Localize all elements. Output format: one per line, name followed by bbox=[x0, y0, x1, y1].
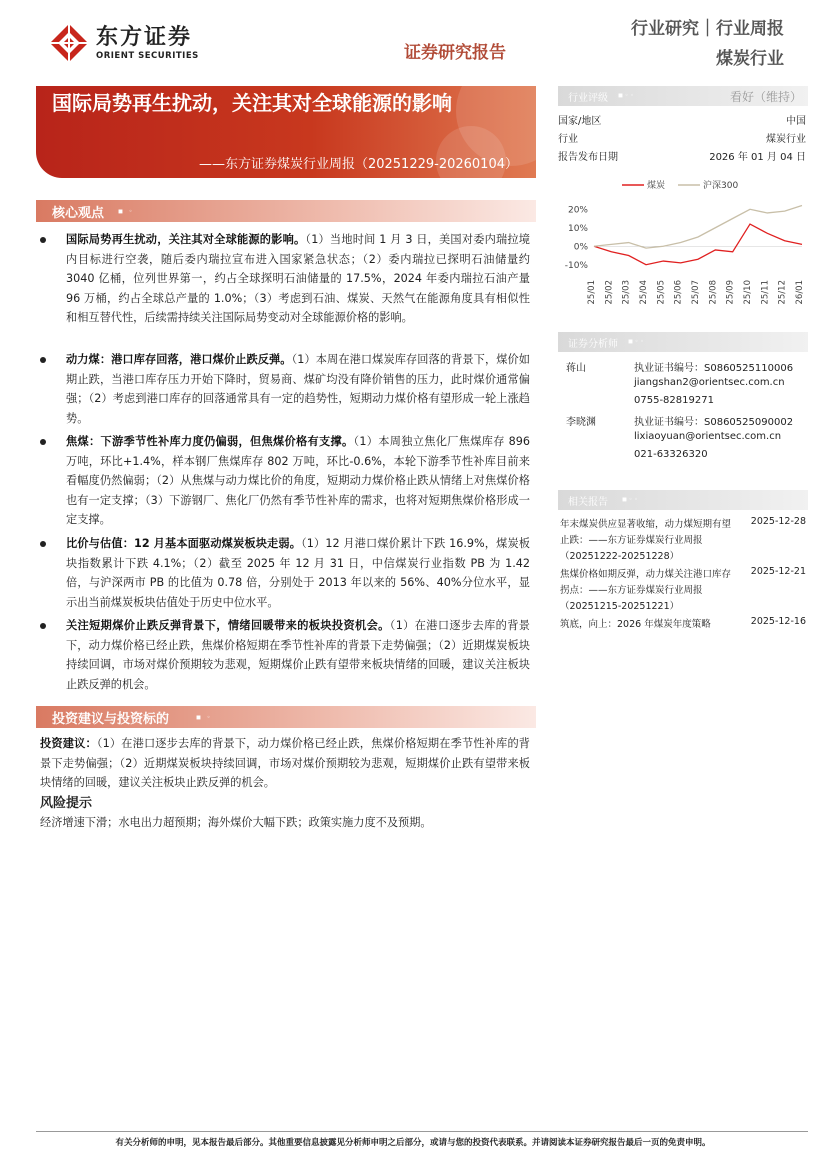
logo-cn: 东方证券 bbox=[96, 25, 193, 50]
related-report-link[interactable]: 年末煤炭供应显著收缩，动力煤短期有望 bbox=[560, 519, 732, 530]
y-tick-label: 10% bbox=[567, 223, 588, 234]
analyst-label: 证券分析师 bbox=[568, 339, 618, 350]
analyst-email[interactable]: jiangshan2@orientsec.com.cn bbox=[634, 377, 785, 388]
rating-header: 行业评级 ◼ ◦ ◦ 看好（维持） bbox=[558, 86, 808, 106]
invest-header: 投资建议与投资标的 ◼ ◦ bbox=[36, 706, 536, 728]
related-report-date: 2025-12-16 bbox=[750, 616, 806, 627]
info-row-industry: 行业 煤炭行业 bbox=[558, 134, 806, 145]
rating-value: 看好（维持） bbox=[729, 90, 802, 104]
x-tick-label: 25/03 bbox=[621, 280, 632, 305]
x-tick-label: 25/07 bbox=[691, 280, 701, 305]
related-label: 相关报告 bbox=[568, 497, 608, 508]
info-row-region: 国家/地区 中国 bbox=[558, 116, 806, 127]
x-tick-label: 25/09 bbox=[725, 280, 736, 305]
analyst-name: 李晓渊 bbox=[566, 417, 596, 428]
performance-chart bbox=[558, 176, 808, 316]
industry-name: 煤炭行业 bbox=[716, 49, 784, 69]
x-tick-label: 26/01 bbox=[795, 280, 805, 305]
report-title: 国际局势再生扰动，关注其对全球能源的影响 bbox=[52, 91, 452, 115]
report-type: 证券研究报告 bbox=[404, 43, 506, 63]
x-tick-label: 25/11 bbox=[760, 280, 771, 305]
report-category: 行业研究｜行业周报 bbox=[631, 19, 784, 39]
risk-title: 风险提示 bbox=[40, 796, 93, 811]
risk-text: 经济增速下滑；水电出力超预期；海外煤价大幅下跌；政策实施力度不及预期。 bbox=[40, 816, 432, 829]
core-point: 国际局势再生扰动，关注其对全球能源的影响。（1）当地时间 1 月 3 日，美国对委内瑞拉境内目标进行空袭，随后委内瑞拉宣布进入国家紧急状态；（2）委内瑞拉已探明石油储量约 3040 亿桶，位列世界第一，约占全球探明石油储量的 17.5%，2024 年委内瑞拉石油产量 96 万桶，约占全球总产量的 1.0%；（3）考虑到石油、煤炭、天然气在能源角度具有相似性和相互替代性，后续需持续关注国际局势变动对全球能源价格的影响。 bbox=[40, 230, 530, 328]
rating-label: 行业评级 bbox=[568, 93, 608, 104]
related-report-link[interactable]: 筑底，向上：2026 年煤炭年度策略 bbox=[560, 619, 711, 630]
analyst-email[interactable]: lixiaoyuan@orientsec.com.cn bbox=[634, 431, 782, 442]
x-tick-label: 25/08 bbox=[708, 280, 719, 305]
core-point: 焦煤：下游季节性补库力度仍偏弱，但焦煤价格有支撑。（1）本周独立焦化厂焦煤库存 896 万吨，环比+1.4%，样本钢厂焦煤库存 802 万吨，环比-0.6%，本轮下游季节性补库目前来看幅度仍然偏弱；（2）从焦煤与动力煤比价的角度，短期动力煤价格止跌从情绪上对焦煤价格也有一定支撑；（3）下游钢厂、焦化厂仍然有季节性补库的需求，也将对短期焦煤价格形成一定支撑。 bbox=[40, 432, 530, 530]
report-subtitle: ——东方证券煤炭行业周报（20251229-20260104） bbox=[198, 157, 518, 172]
x-tick-label: 25/04 bbox=[639, 280, 649, 305]
series-line-coal bbox=[594, 224, 802, 265]
company-logo bbox=[48, 22, 199, 64]
y-tick-label: 0% bbox=[573, 242, 588, 253]
analyst-phone: 0755-82819271 bbox=[634, 395, 714, 406]
footer-divider bbox=[36, 1131, 808, 1132]
series-line-hs300 bbox=[594, 206, 802, 249]
analyst-cert: 执业证书编号：S0860525110006 bbox=[634, 363, 794, 374]
logo-en: ORIENT SECURITIES bbox=[96, 51, 199, 61]
x-tick-label: 25/06 bbox=[673, 280, 684, 305]
related-header: 相关报告 ◼ ◦ ◦ bbox=[558, 490, 808, 510]
title-banner bbox=[36, 86, 536, 178]
info-row-date: 报告发布日期 2026 年 01 月 04 日 bbox=[558, 152, 806, 163]
footer-disclaimer: 有关分析师的申明，见本报告最后部分。其他重要信息披露见分析师申明之后部分，或请与您的投资代表联系。并请阅读本证券研究报告最后一页的免责申明。 bbox=[115, 1138, 711, 1148]
x-tick-label: 25/10 bbox=[743, 280, 753, 305]
related-report-date: 2025-12-21 bbox=[750, 566, 806, 577]
analyst-cert: 执业证书编号：S0860525090002 bbox=[634, 417, 794, 428]
core-view-header: 核心观点 ◼ ◦ bbox=[36, 200, 536, 222]
x-tick-label: 25/12 bbox=[777, 280, 788, 305]
legend-label: 煤炭 bbox=[647, 181, 666, 191]
invest-advice: 投资建议：（1）在港口逐步去库的背景下，动力煤价格已经止跌，焦煤价格短期在季节性补库的背景下走势偏强；（2）近期煤炭板块持续回调，市场对煤价预期较为悲观，短期煤价止跌有望带来板块情绪的回暖，建议关注板块止跌反弹的机会。 bbox=[40, 737, 530, 789]
legend-label: 沪深300 bbox=[703, 181, 739, 191]
analyst-header: 证券分析师 ◼ ◦ ◦ bbox=[558, 332, 808, 352]
performance-chart-svg bbox=[558, 176, 808, 316]
analyst-name: 蒋山 bbox=[566, 363, 586, 374]
y-tick-label: -10% bbox=[564, 260, 588, 271]
core-point: 动力煤：港口库存回落，港口煤价止跌反弹。（1）本周在港口煤炭库存回落的背景下，煤价如期止跌，当港口库存压力开始下降时，贸易商、煤矿均没有降价销售的压力，此时煤价通常偏强；（2）考虑到港口库存的回落通常具有一定的趋势性，短期动力煤价格有望形成一轮上涨趋势。 bbox=[40, 350, 530, 428]
core-point: 关注短期煤价止跌反弹背景下，情绪回暖带来的板块投资机会。（1）在港口逐步去库的背景下，动力煤价格已经止跌，焦煤价格短期在季节性补库的背景下走势偏强；（2）近期煤炭板块持续回调，市场对煤价预期较为悲观，短期煤价止跌有望带来板块情绪的回暖，建议关注板块止跌反弹的机会。 bbox=[40, 616, 530, 694]
x-tick-label: 25/05 bbox=[656, 280, 667, 305]
related-report-link[interactable]: 焦煤价格如期反弹，动力煤关注港口库存 bbox=[560, 569, 732, 580]
y-tick-label: 20% bbox=[567, 205, 588, 216]
core-view-label: 核心观点 bbox=[52, 206, 105, 221]
x-tick-label: 25/01 bbox=[587, 280, 597, 305]
logo-mark-icon bbox=[48, 22, 90, 64]
x-tick-label: 25/02 bbox=[604, 280, 615, 305]
core-point: 比价与估值：12 月基本面驱动煤炭板块走弱。（1）12 月港口煤价累计下跌 16.9%，煤炭板块指数累计下跌 4.1%；（2）截至 2025 年 12 月 31 日，中信煤炭行业指数 PB 为 1.42 倍，与沪深两市 PB 的比值为 0.78 倍，分别处于 2013 年以来的 56%、40%分位水平，显示出当前煤炭板块估值处于历史中位水平。 bbox=[40, 534, 530, 612]
invest-label: 投资建议与投资标的 bbox=[52, 712, 170, 727]
related-report-date: 2025-12-28 bbox=[750, 516, 806, 527]
analyst-phone: 021-63326320 bbox=[634, 449, 708, 460]
